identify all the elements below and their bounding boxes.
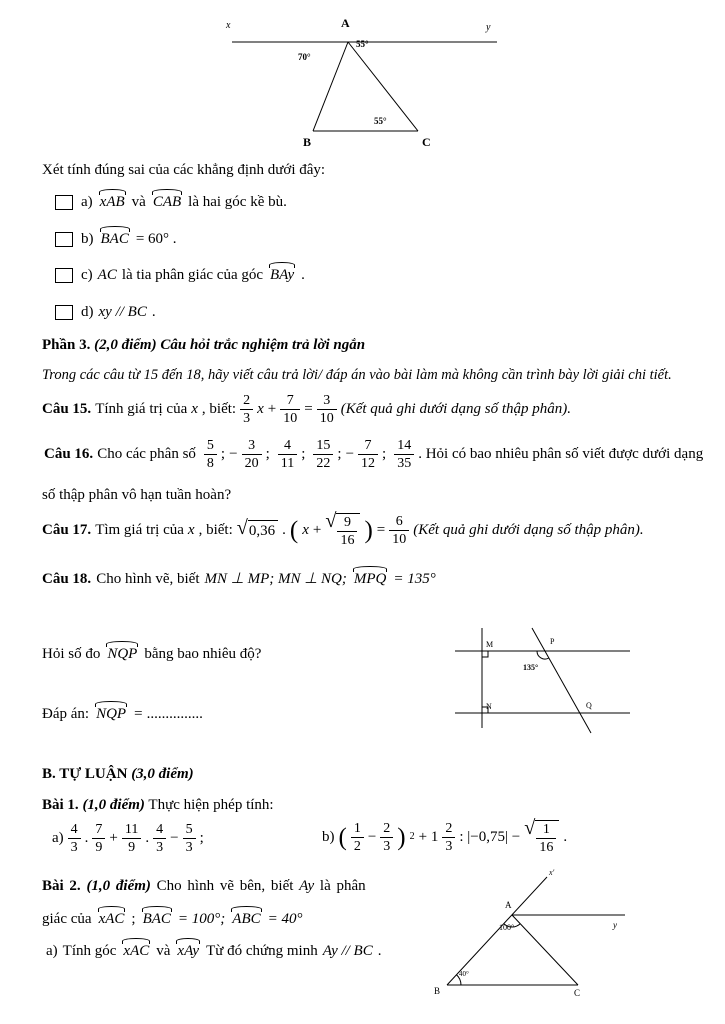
angle-cab: CAB bbox=[152, 194, 182, 210]
q17-label: Câu 17. bbox=[42, 522, 92, 539]
segment-ac-text: AC bbox=[97, 267, 117, 283]
q18-answer-label: Đáp án: bbox=[42, 706, 90, 722]
bai2-text4: Tính góc bbox=[62, 943, 117, 959]
statement-a-label: a) bbox=[81, 194, 93, 210]
bai1-text: Thực hiện phép tính: bbox=[148, 797, 274, 813]
angle-nqp: NQP bbox=[107, 646, 138, 662]
radical-icon: √ bbox=[524, 817, 536, 839]
plus-sign: + bbox=[109, 830, 118, 847]
q15-label: Câu 15. bbox=[42, 401, 92, 418]
q16-text2: . Hỏi có bao nhiêu phân số viết được dưới dạng bbox=[418, 446, 704, 463]
bai1-expression-a bbox=[52, 822, 204, 855]
fraction: $\frac{6}{10}$ bbox=[389, 514, 409, 547]
q17-tail: (Kết quả ghi dưới dạng số thập phân). bbox=[413, 522, 644, 539]
checkbox-a[interactable] bbox=[55, 195, 73, 210]
plus-one: + 1 bbox=[418, 829, 439, 846]
fraction: $\frac{14}{35}$ bbox=[394, 438, 414, 471]
angle-70: 70° bbox=[298, 52, 311, 62]
q18-text1: Cho hình vẽ, biết bbox=[96, 571, 200, 587]
frac-sign: − bbox=[345, 446, 355, 463]
semicolon: ; bbox=[199, 830, 204, 847]
separator: ; bbox=[131, 911, 136, 927]
segment-ac bbox=[512, 915, 578, 985]
fraction: $\frac{2}{3}$ bbox=[240, 393, 253, 426]
angle-55-top: 55° bbox=[356, 39, 369, 49]
label-c: C bbox=[574, 988, 581, 998]
separator: ; bbox=[220, 446, 226, 463]
statement-b-tail: = 60° . bbox=[135, 231, 177, 247]
angle-40: 40° bbox=[459, 970, 469, 978]
fraction: $\frac{4}{3}$ bbox=[153, 822, 166, 855]
label-q: Q bbox=[586, 701, 592, 710]
label-xprime: x' bbox=[549, 868, 555, 877]
section-b-points: (3,0 điểm) bbox=[131, 766, 194, 782]
angle-xac: xAC bbox=[98, 911, 125, 927]
bai2-label: Bài 2. bbox=[42, 878, 81, 894]
fraction: $\frac{7}{9}$ bbox=[92, 822, 105, 855]
figure-bisector-triangle bbox=[428, 860, 653, 1000]
fraction: $\frac{15}{22}$ bbox=[313, 438, 333, 471]
fraction: $\frac{2}{3}$ bbox=[380, 821, 393, 854]
frac-sign: − bbox=[229, 446, 238, 463]
bai1-points: (1,0 điểm) bbox=[82, 797, 145, 813]
q18-question bbox=[42, 645, 261, 664]
fraction: $\frac{5}{8}$ bbox=[204, 438, 217, 471]
separator: ; bbox=[301, 446, 306, 463]
part3-subtitle: (2,0 điểm) Câu hỏi trắc nghiệm trả lời ngắn bbox=[94, 337, 366, 353]
minus-sign: − bbox=[170, 830, 179, 847]
fraction: $\frac{11}{9}$ bbox=[122, 822, 141, 855]
parallel-statement: Ay // BC bbox=[322, 943, 373, 959]
q15-text2: , biết: bbox=[201, 401, 237, 418]
q18-question-text1: Hỏi số đo bbox=[42, 646, 101, 662]
q18-math1: MN ⊥ MP; MN ⊥ NQ; bbox=[204, 571, 347, 587]
bai1-expression-b bbox=[322, 817, 568, 856]
q18-label: Câu 18. bbox=[42, 571, 92, 587]
q18-math2: = 135° bbox=[393, 571, 436, 587]
ray-ay: Ay bbox=[299, 878, 315, 894]
fraction: $\frac{5}{3}$ bbox=[183, 822, 196, 855]
statement-c-head: là tia phân giác của góc bbox=[121, 267, 264, 283]
bai1a-label: a) bbox=[52, 830, 64, 847]
angle-nqp-answer: NQP bbox=[96, 706, 127, 722]
fraction: $\frac{4}{11}$ bbox=[278, 438, 297, 471]
checkbox-c[interactable] bbox=[55, 268, 73, 283]
radical-icon: √ bbox=[325, 510, 337, 532]
statement-d-tail: . bbox=[151, 304, 156, 320]
fraction: $\frac{3}{20}$ bbox=[242, 438, 262, 471]
part3-heading bbox=[42, 336, 365, 355]
fraction: $\frac{7}{10}$ bbox=[280, 393, 300, 426]
statement-b-label: b) bbox=[81, 231, 94, 247]
angle-55-c: 55° bbox=[374, 116, 387, 126]
q15-xvar: x bbox=[257, 401, 264, 418]
figure-triangle-xy bbox=[198, 14, 518, 154]
equals-sign: = bbox=[304, 401, 313, 418]
multiply-dot: . bbox=[84, 830, 89, 847]
bai2-text6: Từ đó chứng minh bbox=[206, 943, 318, 959]
q15-text1: Tính giá trị của bbox=[95, 401, 188, 418]
statement-b bbox=[55, 230, 177, 249]
checkbox-b[interactable] bbox=[55, 232, 73, 247]
bai2-text5: và bbox=[156, 943, 171, 959]
equals-sign: = bbox=[376, 522, 386, 539]
label-b: B bbox=[303, 135, 312, 149]
right-paren: ) bbox=[364, 517, 373, 545]
fraction: $\frac{2}{3}$ bbox=[442, 821, 455, 854]
right-angle-mark-m bbox=[482, 651, 488, 657]
question-18 bbox=[42, 570, 436, 589]
sqrt-expression: √ 0,36 bbox=[237, 520, 278, 541]
q15-x: x bbox=[191, 401, 198, 418]
label-y: y bbox=[486, 22, 491, 33]
minus-sign: − bbox=[367, 829, 377, 846]
fraction: $\frac{4}{3}$ bbox=[68, 822, 81, 855]
fraction: $\frac{1}{16}$ bbox=[536, 822, 556, 855]
separator: ; bbox=[265, 446, 270, 463]
statement-d bbox=[55, 303, 156, 322]
question-16-line2: số thập phân vô hạn tuần hoàn? bbox=[42, 487, 232, 503]
angle-bac2: BAC bbox=[142, 911, 171, 927]
q15-tail: (Kết quả ghi dưới dạng số thập phân). bbox=[340, 401, 572, 418]
question-15 bbox=[42, 393, 571, 426]
angle-abc: ABC bbox=[232, 911, 261, 927]
segment-ab bbox=[313, 42, 348, 131]
radical-icon: √ bbox=[236, 517, 248, 540]
q17-xvar: x bbox=[302, 522, 309, 539]
right-paren: ) bbox=[397, 824, 406, 852]
line-b-a-xprime bbox=[447, 877, 547, 985]
label-p: P bbox=[550, 637, 555, 646]
label-x: x bbox=[226, 20, 231, 31]
left-paren: ( bbox=[338, 824, 347, 852]
line-pq bbox=[532, 628, 591, 733]
bai2-text2: là phân bbox=[319, 878, 366, 894]
angle-bac: BAC bbox=[100, 231, 129, 247]
plus-sign: + bbox=[267, 401, 277, 418]
statement-a-tail: là hai góc kề bù. bbox=[188, 194, 287, 210]
exponent: 2 bbox=[409, 831, 415, 843]
bai2-text3: giác của bbox=[42, 911, 92, 927]
section-b-heading bbox=[42, 765, 194, 784]
section-b-title: B. TỰ LUẬN bbox=[42, 766, 128, 782]
question-17 bbox=[42, 510, 644, 549]
angle-bay: BAy bbox=[270, 267, 295, 283]
bai2-points: (1,0 điểm) bbox=[86, 878, 151, 894]
angle-100: 100° bbox=[499, 923, 515, 932]
fraction: $\frac{9}{16}$ bbox=[337, 515, 357, 548]
plus-sign: + bbox=[312, 522, 322, 539]
bai2a-label: a) bbox=[46, 943, 58, 959]
statement-c-tail: . bbox=[301, 267, 305, 283]
label-n: N bbox=[486, 702, 492, 711]
q17-x: x bbox=[187, 522, 195, 539]
q18-question-text2: bằng bao nhiêu độ? bbox=[144, 646, 262, 662]
angle-xac2: xAC bbox=[123, 943, 150, 959]
fraction: $\frac{1}{2}$ bbox=[351, 821, 364, 854]
statement-d-label: d) bbox=[81, 304, 94, 320]
angle-xay: xAy bbox=[177, 943, 200, 959]
statement-c bbox=[55, 266, 305, 285]
checkbox-d[interactable] bbox=[55, 305, 73, 320]
label-a: A bbox=[505, 900, 512, 910]
statement-a-mid: và bbox=[131, 194, 146, 210]
label-a: A bbox=[341, 16, 350, 30]
q16-text1: Cho các phân số bbox=[97, 446, 196, 463]
divide-abs: : |−0,75| − bbox=[459, 829, 521, 846]
bai1-label: Bài 1. bbox=[42, 797, 79, 813]
q18-answer bbox=[42, 705, 203, 724]
multiply-dot: . bbox=[145, 830, 150, 847]
bai1b-label: b) bbox=[322, 829, 335, 846]
figure-parallel-lines bbox=[450, 616, 645, 751]
label-b: B bbox=[434, 986, 441, 996]
angle-xab: xAB bbox=[99, 194, 125, 210]
part3-note: Trong các câu từ 15 đến 18, hãy viết câu trả lời/ đáp án vào bài làm mà không cần trình bày lời giải chi tiết. bbox=[42, 367, 672, 383]
fraction: $\frac{7}{12}$ bbox=[358, 438, 378, 471]
period: . bbox=[563, 829, 568, 846]
angle-mpq: MPQ bbox=[353, 571, 387, 587]
bai2-eq1: = 100°; bbox=[177, 911, 226, 927]
bai2-eq2: = 40° bbox=[267, 911, 303, 927]
statement-a bbox=[55, 193, 287, 212]
statement-d-math: xy // BC bbox=[98, 304, 147, 320]
bai2-text1: Cho hình vẽ bên, biết bbox=[156, 878, 294, 894]
period: . bbox=[377, 943, 382, 959]
label-c: C bbox=[422, 135, 431, 149]
part3-title: Phần 3. bbox=[42, 337, 91, 353]
bai2-line3 bbox=[46, 942, 381, 961]
bai1-heading bbox=[42, 796, 274, 815]
q17-text2: , biết: bbox=[198, 522, 233, 539]
sqrt-fraction bbox=[325, 510, 360, 549]
bai2-line1 bbox=[42, 877, 366, 896]
angle-135: 135° bbox=[523, 663, 539, 672]
label-m: M bbox=[486, 640, 494, 649]
multiply-dot: . bbox=[282, 522, 286, 539]
q17-text1: Tìm giá trị của bbox=[95, 522, 184, 539]
fraction: $\frac{3}{10}$ bbox=[317, 393, 337, 426]
q16-label: Câu 16. bbox=[44, 446, 94, 463]
separator: ; bbox=[337, 446, 342, 463]
q18-answer-blank: = ............... bbox=[133, 706, 204, 722]
left-paren: ( bbox=[289, 517, 299, 545]
intro-text: Xét tính đúng sai của các khẳng định dưới đây: bbox=[42, 162, 326, 178]
statement-c-label: c) bbox=[81, 267, 93, 283]
sqrt-fraction bbox=[524, 817, 559, 856]
bai2-line2 bbox=[42, 910, 303, 929]
question-16-line1 bbox=[44, 438, 703, 471]
label-y: y bbox=[613, 920, 617, 930]
separator: ; bbox=[382, 446, 387, 463]
